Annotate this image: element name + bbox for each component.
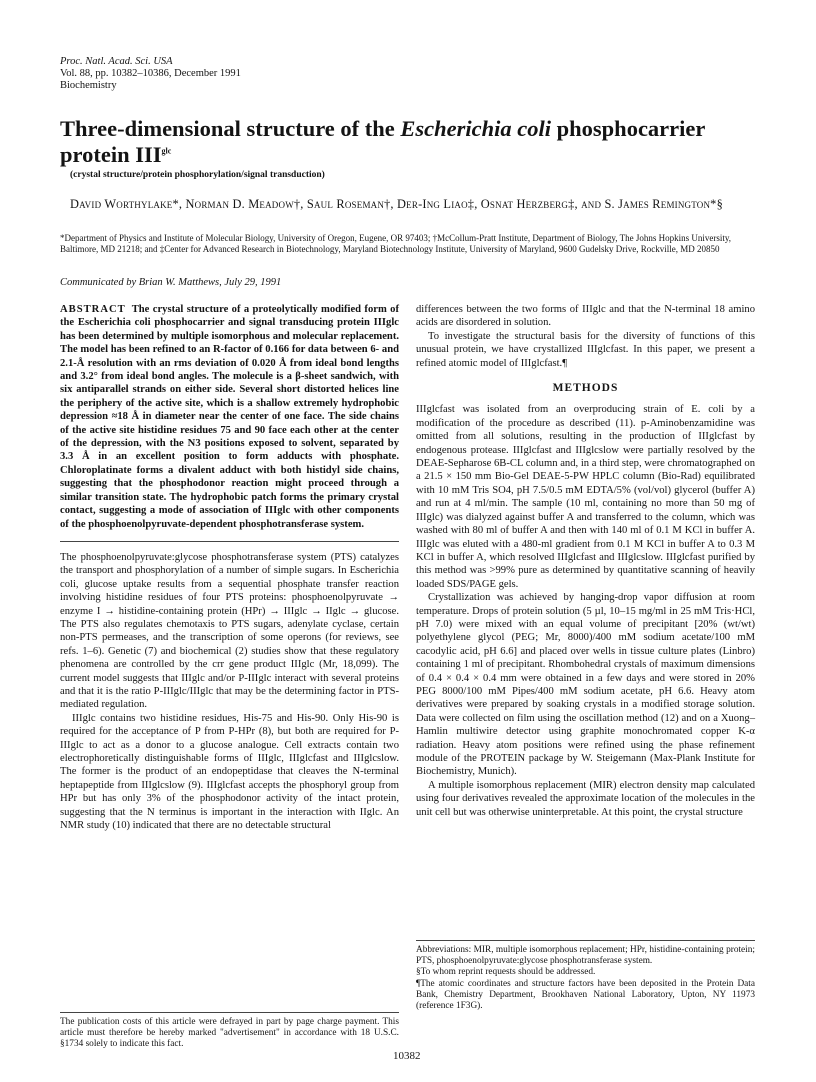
right-column xyxy=(416,303,755,819)
abbreviations-footnote: Abbreviations: MIR, multiple isomorphous replacement; HPr, histidine-containing protein; PTS, phosphoenolpyruvate:glycose phosphotransferase system. xyxy=(416,945,755,967)
journal-header xyxy=(60,56,241,92)
methods-paragraph-1: IIIglcfast was isolated from an overproducing strain of E. coli by a modification of the procedure as described (11). p-Aminobenzamidine was omitted from all solutions, resulting in the production of IIIglcfast by endogenous protease. IIIglcfast and IIIglcslow were partially resolved by the DEAE-Sepharose 6B-CL column and, in a third step, were chromatographed on a 21.5 × 150 mm Bio-Gel DEAE-5-PW HPLC column (Bio-Rad) equilibrated with 10 mM Tris SO4, pH 7.5/0.5 mM EDTA/5% (vol/vol) glycerol (buffer A) and run at 4 ml/min. The sample (10 ml, containing no more than 50 mg of IIIglc) was dialyzed against buffer A and transferred to the column, which was washed with 80 ml of buffer A and then with 140 ml of 0.1 M KCl in buffer A. IIIglc was eluted with a 480-ml gradient from 0.1 M KCl in buffer A to 0.3 M KCl in buffer A, which resolved IIIglcfast and IIIglcslow. IIIglcfast purified by this method was >99% pure as determined by quantitative scanning of heavily loaded SDS/PAGE gels. xyxy=(416,404,755,590)
journal-section: Biochemistry xyxy=(60,80,117,91)
footnotes xyxy=(416,940,755,1012)
keywords: (crystal structure/protein phosphorylation/signal transduction) xyxy=(70,170,325,180)
intro-paragraph-2: IIIglc contains two histidine residues, His-75 and His-90. Only His-90 is required for the acceptance of P from P-HPr (8), but both are required for P-IIIglc to act as a donor to a glucose analogue. Cell extracts contain two electrophoretically distinguishable forms of IIIglc, IIIglcfast and IIIglcslow. The former is the product of an endopeptidase that cleaves the N-terminal heptapeptide from IIIglcslow (9). IIIglcfast accepts the phosphoryl group from HPr but has only 3% of the phosphodonor activity of the intact protein, suggesting that the N terminus is important in the interaction with IIglc. An NMR study (10) indicated that there are no detectable structural xyxy=(60,712,399,832)
journal-name: Proc. Natl. Acad. Sci. USA xyxy=(60,56,173,67)
footnote-divider xyxy=(416,940,755,941)
intro-paragraph-3: differences between the two forms of IIIglc and that the N-terminal 18 amino acids are disordered in solution. xyxy=(416,304,755,329)
publication-divider xyxy=(60,1012,399,1013)
communicated-by: Communicated by Brian W. Matthews, July 29, 1991 xyxy=(60,277,282,288)
publication-note-block xyxy=(60,1012,399,1051)
abstract-text: The crystal structure of a proteolytically modified form of the Escherichia coli phosphocarrier and signal transducing protein IIIglc has been determined by multiple isomorphous and molecular replacement. The model has been refined to an R-factor of 0.166 for data between 6- and 2.1-Å resolution with an rms deviation of 0.020 Å from ideal bond lengths and 3.2° from ideal bond angles. The molecule is a β-sheet sandwich, with six antiparallel strands on either side. Several short distorted helices line the periphery of the active site, which is a shallow extremely hydrophobic depression ≈18 Å in diameter near the center of one face. The side chains of the active site histidine residues 75 and 90 face each other at the center of the depression, with the N3 positions exposed to solvent, separated by 3.3 Å in an excellent position to form adducts with phosphate. Chloroplatinate forms a divalent adduct with both histidyl side chains, suggesting that the phosphodonor reaction might proceed through a similar transition state. The hydrophobic patch forms the primary crystal contact, suggesting a mode of association of IIIglc with other components of the phosphoenolpyruvate-dependent phosphotransferase system. xyxy=(60,304,399,530)
title-part-1: Three-dimensional structure of the xyxy=(60,116,401,141)
title-part-2: phosphocarrier protein III xyxy=(60,116,705,167)
databank-footnote: ¶The atomic coordinates and structure factors have been deposited in the Protein Data Bank, Chemistry Department, Brookhaven National Laboratory, Upton, NY 11973 (reference 1F3G). xyxy=(416,978,755,1012)
title-organism: Escherichia coli xyxy=(400,116,552,141)
page-number: 10382 xyxy=(393,1050,421,1062)
abstract-heading: ABSTRACT xyxy=(60,304,126,315)
methods-paragraph-2: Crystallization was achieved by hanging-drop vapor diffusion at room temperature. Drops of protein solution (5 µl, 10–15 mg/ml in 25 mM Tris·HCl, pH 7.0) were mixed with an equal volume of precipitant [20% (wt/wt) polyethylene glycol (PEG; Mr, 8000)/400 mM sodium acetate/100 mM cacodylic acid, pH 6.6] and placed over wells in tissue culture plates (Linbro) containing 1 ml of precipitant. Rhombohedral crystals of maximum dimensions of 0.4 × 0.4 × 0.4 mm were obtained in a few days and were stored in 20% PEG 8000/100 mM Pipes/400 mM sodium acetate, pH 6.6. Heavy atom derivatives were prepared by soaking crystals in a modified storage solution. Data were collected on film using the oscillation method (12) and on a Xuong–Hamlin multiwire detector using graphite monochromated copper K-α radiation. Heavy atom positions were refined using the phase refinement module of the PROTEIN package by W. Steigemann (Max-Plank Institute for Biochemistry, Munich). xyxy=(416,592,755,778)
journal-volume: Vol. 88, pp. 10382–10386, December 1991 xyxy=(60,68,241,79)
left-column xyxy=(60,303,399,832)
methods-heading: METHODS xyxy=(552,382,619,395)
intro-paragraph-4: To investigate the structural basis for the diversity of functions of this unusual protein, we have crystallized IIIglcfast. In this paper, we present a refined atomic model of IIIglcfast.¶ xyxy=(416,330,755,369)
reprint-footnote: §To whom reprint requests should be addressed. xyxy=(416,967,596,978)
article-title xyxy=(60,116,760,168)
title-superscript: glc xyxy=(161,146,172,156)
methods-paragraph-3: A multiple isomorphous replacement (MIR) electron density map calculated using four derivatives revealed the approximate location of the molecules in the unit cell but was otherwise uninterpretable. At this point, the crystal structure xyxy=(416,779,755,818)
publication-note: The publication costs of this article were defrayed in part by page charge payment. This article must therefore be hereby marked "advertisement" in accordance with 18 U.S.C. §1734 solely to indicate this fact. xyxy=(60,1017,399,1050)
affiliations: *Department of Physics and Institute of Molecular Biology, University of Oregon, Eugene, OR 97403; †McCollum-Pratt Institute, Department of Biology, The Johns Hopkins University, Baltimore, MD 21218; and ‡Center for Advanced Research in Biotechnology, Maryland Biotechnology Institute, University of Maryland, 9600 Gudelsky Drive, Rockville, MD 20850 xyxy=(60,233,731,254)
abstract xyxy=(60,303,399,531)
author-list: David Worthylake*, Norman D. Meadow†, Saul Roseman†, Der-Ing Liao‡, Osnat Herzberg‡, and S. James Remington*§ xyxy=(70,197,723,211)
abstract-divider xyxy=(60,541,399,542)
intro-paragraph-1: The phosphoenolpyruvate:glycose phosphotransferase system (PTS) catalyzes the transport and phosphorylation of a number of simple sugars. In Escherichia coli, glucose uptake results from a sequential phosphate transfer reaction involving histidine residues of four PTS proteins: phosphoenolpyruvate → enzyme I → histidine-containing protein (HPr) → IIIglc → IIglc → glucose. The PTS also regulates chemotaxis to PTS sugars, adenylate cyclase, certain non-PTS permeases, and the transcription of some operons (for reviews, see refs. 1–6). Genetic (7) and biochemical (2) studies show that these regulatory phenomena are controlled by the crr gene product IIIglc (Mr, 18,099). The current model suggests that IIIglc and/or P-IIIglc interact with several proteins and that it is the ratio P-IIIglc/IIIglc that may be the determining factor in PTS-mediated regulation. xyxy=(60,551,399,711)
